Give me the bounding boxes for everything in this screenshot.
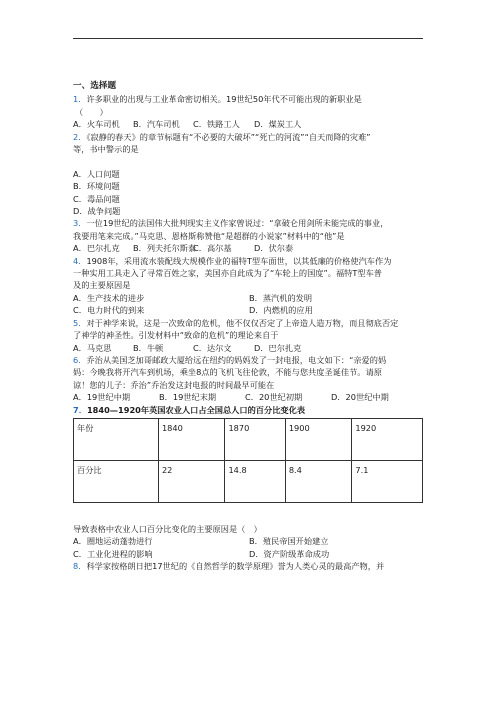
question-text-cont: 等，书中警示的是 <box>73 144 139 155</box>
option-a[interactable]: A．人口问题 <box>73 168 120 179</box>
question-text-cont: 谅！您的儿子：乔治”乔治发这封电报的时间最早可能在 <box>73 379 275 390</box>
table-cell: 1920 <box>352 418 423 460</box>
question-text: 1908年，采用流水装配线大规模作业的福特T型车面世，以其低廉的价格使汽车作为 <box>86 255 392 266</box>
question-number: 8． <box>73 561 87 572</box>
options-row-2 <box>73 548 425 560</box>
question-text: 导致表格中农业人口百分比变化的主要原因是（ ） <box>73 523 262 534</box>
option-a[interactable]: A．巴尔扎克 <box>73 243 120 254</box>
table-cell: 22 <box>158 460 225 502</box>
question-number: 5． <box>73 317 87 328</box>
question-number: 1． <box>73 94 87 105</box>
question-text: 一位19世纪的法国伟大批判现实主义作家曾说过：“拿破仑用剑所未能完成的事业， <box>86 218 389 229</box>
option-d[interactable]: D．巴尔扎克 <box>254 342 302 353</box>
option-b[interactable]: B．蒸汽机的发明 <box>249 292 313 303</box>
options <box>73 342 425 354</box>
option-d[interactable]: D．内燃机的应用 <box>249 305 313 316</box>
option-d[interactable]: D．伏尔泰 <box>254 243 294 254</box>
options-row-2 <box>73 304 425 316</box>
question-text-cont: 了神学的神圣性。引发材料中“致命的危机”的理论来自于 <box>73 330 279 341</box>
option-c[interactable]: C．达尔文 <box>193 342 232 353</box>
table-cell: 百分比 <box>74 460 159 502</box>
population-table <box>73 418 423 503</box>
option-d[interactable]: D．20世纪中期 <box>331 392 389 403</box>
question-5 <box>73 317 425 354</box>
option-a[interactable]: A．19世纪中期 <box>73 392 131 403</box>
options-row-1 <box>73 535 425 547</box>
question-text: 科学家按格朗日把17世纪的《自然哲学的数学原理》誉为人类心灵的最高产物，并 <box>86 561 385 572</box>
option-b[interactable]: B．牛顿 <box>133 342 164 353</box>
question-1 <box>73 93 425 130</box>
options-row-1 <box>73 292 425 304</box>
option-d[interactable]: D．煤炭工人 <box>254 119 302 130</box>
question-number: 2． <box>73 131 87 142</box>
option-b[interactable]: B．列夫托尔斯泰 <box>133 243 197 254</box>
option-c[interactable]: C．工业化进程的影响 <box>73 548 153 559</box>
section-title: 一、选择题 <box>73 81 117 91</box>
options <box>73 242 425 254</box>
option-c[interactable]: C．20世纪初期 <box>245 392 303 403</box>
option-c[interactable]: C．高尔基 <box>193 243 232 254</box>
question-number: 7． <box>73 404 87 415</box>
question-2 <box>73 131 425 218</box>
table-cell: 1840 <box>158 418 225 460</box>
question-text-cont: 及的主要原因是 <box>73 280 131 291</box>
table-row <box>74 460 423 502</box>
answer-blank: （ ） <box>75 106 108 117</box>
table-cell: 1870 <box>225 418 285 460</box>
table-cell: 年份 <box>74 418 159 460</box>
option-b[interactable]: B．环境问题 <box>73 181 120 192</box>
option-c[interactable]: C．铁路工人 <box>193 119 240 130</box>
header-rule <box>73 38 423 39</box>
exam-content <box>73 80 425 573</box>
question-text: 《寂静的春天》的章节标题有“不必要的大破坏”“死亡的河流”“自天而降的灾难” <box>86 131 371 142</box>
table-cell: 14.8 <box>225 460 285 502</box>
option-b[interactable]: B．殖民帝国开始建立 <box>249 536 329 547</box>
option-a[interactable]: A．马克思 <box>73 342 112 353</box>
question-4 <box>73 255 425 317</box>
option-a[interactable]: A．火车司机 <box>73 119 120 130</box>
question-3 <box>73 217 425 254</box>
question-text: 对于神学来说，这是一次致命的危机，他不仅仅否定了上帝造人造万物，而且彻底否定 <box>86 317 399 328</box>
option-a[interactable]: A．圈地运动蓬勃进行 <box>73 536 153 547</box>
question-number: 3． <box>73 218 87 229</box>
table-title: 1840—1920年英国农业人口占全国总人口的百分比变化表 <box>86 404 306 415</box>
option-c[interactable]: C．电力时代的到来 <box>73 305 145 316</box>
option-d[interactable]: D．战争问题 <box>73 206 121 217</box>
option-b[interactable]: B．19世纪末期 <box>159 392 217 403</box>
option-a[interactable]: A．生产技术的进步 <box>73 292 145 303</box>
table-row <box>74 418 423 460</box>
question-8 <box>73 560 425 572</box>
question-text-cont: 妈：今晚我将开汽车到机场，乘坐8点的飞机飞往伦敦，不能与您共度圣诞佳节。请原 <box>73 367 382 378</box>
option-d[interactable]: D．资产阶级革命成功 <box>249 548 330 559</box>
question-text-cont: 一种实用工具走入了寻常百姓之家，美国亦自此成为了“车轮上的国度”。福特T型车普 <box>73 268 383 279</box>
question-number: 6． <box>73 354 87 365</box>
question-text: 许多职业的出现与工业革命密切相关。19世纪50年代不可能出现的新职业是 <box>86 94 362 105</box>
table-cell: 1900 <box>285 418 352 460</box>
option-c[interactable]: C．毒品问题 <box>73 193 120 204</box>
option-b[interactable]: B．汽车司机 <box>133 119 180 130</box>
question-text-cont: 我要用笔来完成。”马克思、恩格斯称赞他“是超群的小说家”材料中的“他”是 <box>73 230 345 241</box>
question-text: 乔治从美国芝加哥邮政大厦给远在纽约的妈妈发了一封电报，电文如下：“亲爱的妈 <box>86 354 387 365</box>
question-number: 4． <box>73 255 87 266</box>
table-cell: 8.4 <box>285 460 352 502</box>
options <box>73 391 425 403</box>
question-7 <box>73 404 425 561</box>
question-6 <box>73 354 425 404</box>
table-cell: 7.1 <box>352 460 423 502</box>
options <box>73 118 425 130</box>
